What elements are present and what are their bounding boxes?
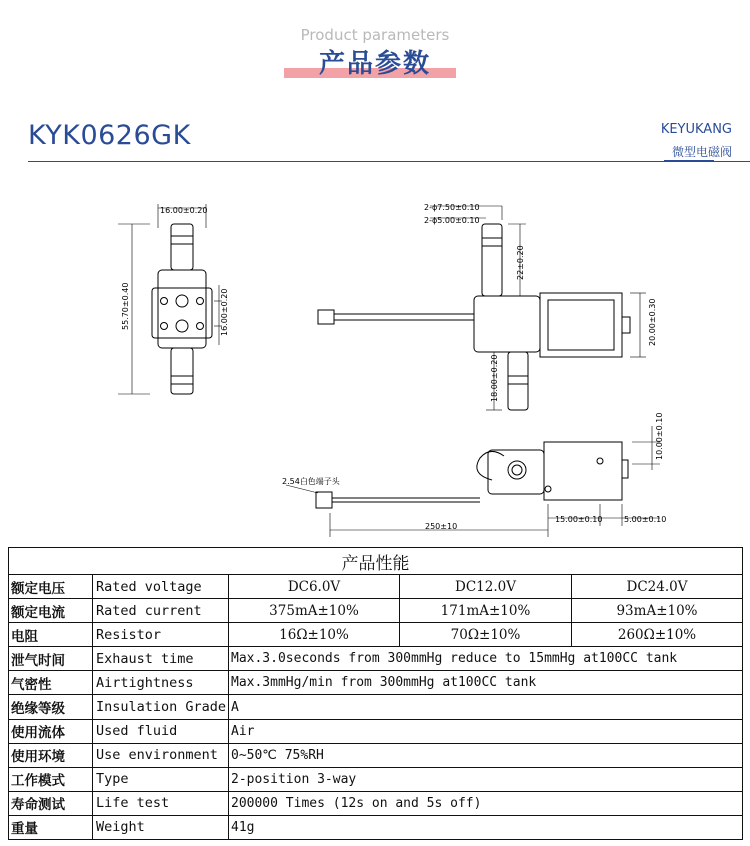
row-label-cn: 绝缘等级 [9, 695, 93, 719]
row-label-cn: 工作模式 [9, 767, 93, 791]
table-row [9, 599, 743, 623]
table-title: 产品性能 [9, 548, 743, 575]
table-row [9, 791, 743, 815]
dim-front-height: 55.70±0.40 [121, 282, 130, 330]
row-value: 0~50℃ 75%RH [229, 743, 743, 767]
dim-port-inner: 2-ϕ5.00±0.10 [424, 216, 480, 225]
header-rule-accent [664, 160, 714, 162]
table-row [9, 695, 743, 719]
row-label-en: Resistor [93, 623, 229, 647]
value-24v: 93mA±10% [572, 599, 743, 623]
row-label-cn: 气密性 [9, 671, 93, 695]
row-value: Max.3.0seconds from 300mmHg reduce to 15mmHg at100CC tank [229, 647, 743, 671]
row-value: 2-position 3-way [229, 767, 743, 791]
technical-drawing [0, 180, 750, 540]
brand-name: KEYUKANG [660, 122, 732, 137]
row-label-en: Type [93, 767, 229, 791]
dim-top-right: 5.00±0.10 [624, 515, 667, 524]
row-label-en: Rated current [93, 599, 229, 623]
table-row [9, 719, 743, 743]
value-12v: DC12.0V [400, 575, 572, 599]
connector-label: 2.54白色端子头 [282, 477, 340, 486]
table-row [9, 671, 743, 695]
row-label-en: Exhaust time [93, 647, 229, 671]
dim-side-body: 20.00±0.30 [648, 298, 657, 346]
row-label-en: Rated voltage [93, 575, 229, 599]
dim-side-top: 22±0.20 [516, 245, 525, 280]
header-rule [28, 161, 750, 162]
row-value: A [229, 695, 743, 719]
value-6v: DC6.0V [229, 575, 400, 599]
top-view [286, 426, 660, 537]
value-24v: 260Ω±10% [572, 623, 743, 647]
value-12v: 171mA±10% [400, 599, 572, 623]
row-label-cn: 使用环境 [9, 743, 93, 767]
table-row [9, 575, 743, 599]
dim-front-mount: 16.00±0.20 [220, 288, 229, 336]
table-row [9, 743, 743, 767]
section-title: 产品参数 [318, 49, 431, 79]
dim-front-width: 16.00±0.20 [160, 206, 208, 215]
row-label-en: Use environment [93, 743, 229, 767]
row-label-en: Life test [93, 791, 229, 815]
value-6v: 16Ω±10% [229, 623, 400, 647]
row-label-en: Used fluid [93, 719, 229, 743]
dim-top-left: 15.00±0.10 [555, 515, 603, 524]
table-row [9, 767, 743, 791]
value-12v: 70Ω±10% [400, 623, 572, 647]
row-value: 41g [229, 815, 743, 839]
dim-side-bottom: 18.00±0.20 [490, 354, 499, 402]
row-label-cn: 泄气时间 [9, 647, 93, 671]
table-row [9, 623, 743, 647]
performance-table [8, 547, 743, 840]
dim-cable-length: 250±10 [425, 522, 458, 531]
table-row [9, 647, 743, 671]
row-value: 200000 Times (12s on and 5s off) [229, 791, 743, 815]
section-eyebrow: Product parameters [300, 26, 450, 44]
model-number: KYK0626GK [28, 120, 191, 151]
brand-subtitle: 微型电磁阀 [671, 145, 732, 159]
value-24v: DC24.0V [572, 575, 743, 599]
row-value: Max.3mmHg/min from 300mmHg at100CC tank [229, 671, 743, 695]
row-label-cn: 使用流体 [9, 719, 93, 743]
dim-top-height: 10.00±0.10 [655, 412, 664, 460]
row-label-en: Airtightness [93, 671, 229, 695]
value-6v: 375mA±10% [229, 599, 400, 623]
row-label-cn: 额定电流 [9, 599, 93, 623]
row-label-cn: 重量 [9, 815, 93, 839]
row-label-cn: 额定电压 [9, 575, 93, 599]
row-label-cn: 寿命测试 [9, 791, 93, 815]
row-label-cn: 电阻 [9, 623, 93, 647]
row-value: Air [229, 719, 743, 743]
dim-port-outer: 2-ϕ7.50±0.10 [424, 203, 480, 212]
side-view [318, 206, 646, 410]
front-view [118, 204, 222, 394]
row-label-en: Insulation Grade [93, 695, 229, 719]
row-label-en: Weight [93, 815, 229, 839]
table-row [9, 815, 743, 839]
